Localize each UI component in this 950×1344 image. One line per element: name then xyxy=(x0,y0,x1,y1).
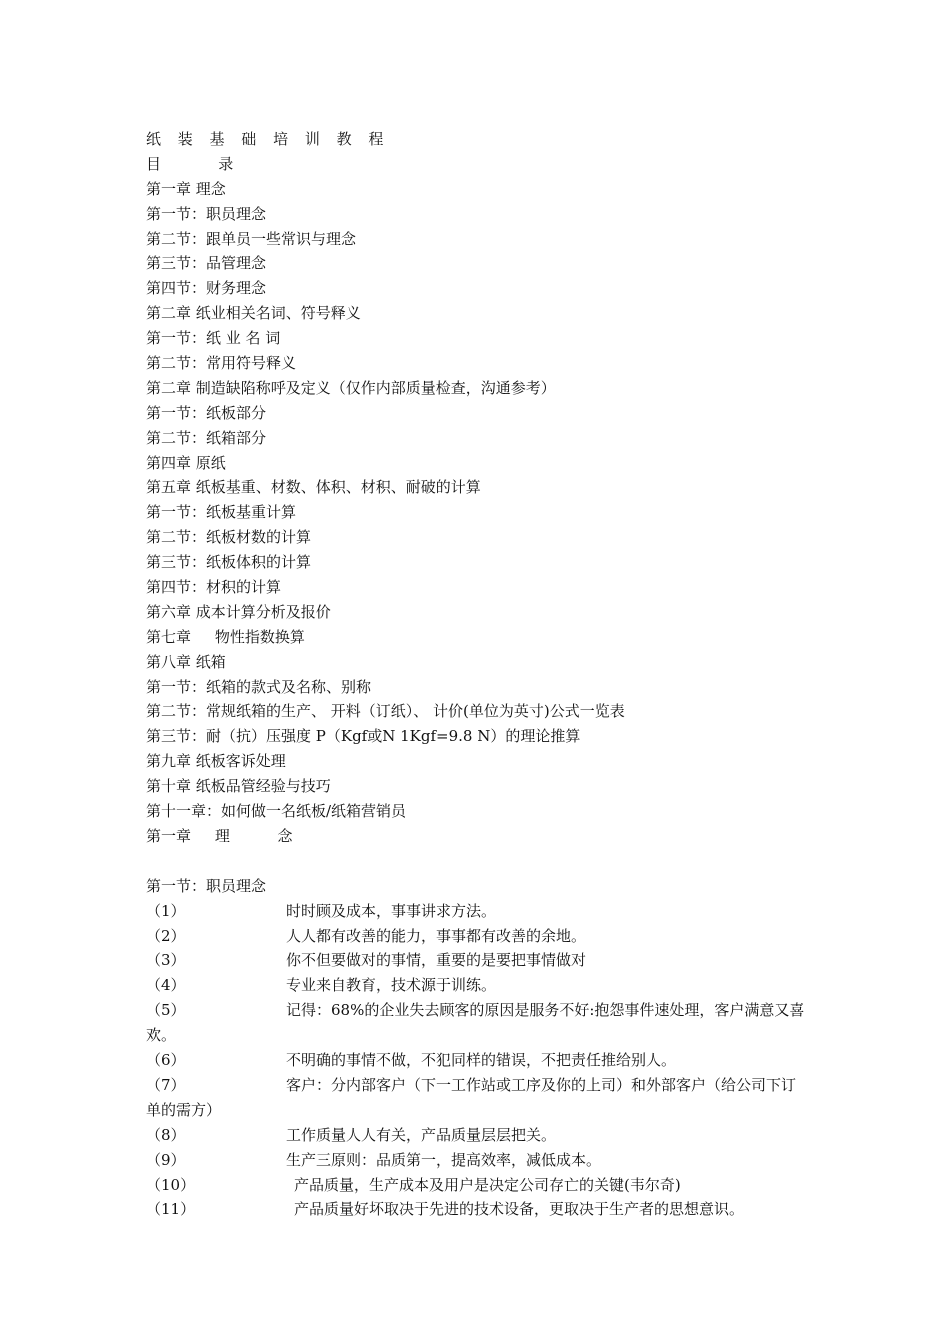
item-text: 你不但要做对的事情，重要的是要把事情做对 xyxy=(286,951,587,970)
list-item xyxy=(146,1073,810,1123)
list-item xyxy=(146,998,810,1048)
item-text: 专业来自教育，技术源于训练。 xyxy=(286,976,497,995)
document-page xyxy=(146,127,810,1222)
item-number: （7） xyxy=(146,1075,186,1094)
item-number: （6） xyxy=(146,1051,186,1070)
toc-entry: 第四节：财务理念 xyxy=(146,279,267,298)
toc-entry: 第八章 纸箱 xyxy=(146,652,226,671)
toc-entry: 第五章 纸板基重、材数、体积、材积、耐破的计算 xyxy=(146,478,481,497)
toc-entry: 第二节：纸板材数的计算 xyxy=(146,528,312,547)
toc-entry: 第一节：纸箱的款式及名称、别称 xyxy=(146,677,372,696)
item-text: 不明确的事情不做，不犯同样的错误，不把责任推给别人。 xyxy=(286,1051,677,1070)
toc-entry: 第四章 原纸 xyxy=(146,453,226,472)
toc-entry: 第三节：耐（抗）压强度 P（Kgf或N 1Kgf=9.8 N）的理论推算 xyxy=(146,727,581,746)
principles-list xyxy=(146,899,810,1223)
toc-entry: 第二章 纸业相关名词、符号释义 xyxy=(146,304,361,323)
item-number: （5） xyxy=(146,1001,186,1020)
toc-entry: 第七章 物性指数换算 xyxy=(146,627,305,646)
item-number: （1） xyxy=(146,901,186,920)
document-title: 纸 装 基 础 培 训 教 程 xyxy=(146,130,390,148)
section-heading: 第一节：职员理念 xyxy=(146,876,267,895)
toc-entry: 第一章 理念 xyxy=(146,179,226,198)
item-text: 生产三原则：品质第一，提高效率，减低成本。 xyxy=(286,1150,602,1169)
list-item xyxy=(146,948,810,973)
item-number: （3） xyxy=(146,951,186,970)
toc-entry: 第二节：纸箱部分 xyxy=(146,428,267,447)
item-text: 工作质量人人有关，产品质量层层把关。 xyxy=(286,1125,557,1144)
chapter-heading: 第一章 理 念 xyxy=(146,826,293,845)
toc-entry: 第三节：纸板体积的计算 xyxy=(146,553,312,572)
toc-entry: 第一节：职员理念 xyxy=(146,204,267,223)
item-number: （10） xyxy=(146,1175,196,1194)
item-number: （11） xyxy=(146,1200,196,1219)
toc-entry: 第一节：纸 业 名 词 xyxy=(146,329,281,348)
toc-entry: 第二节：跟单员一些常识与理念 xyxy=(146,229,357,248)
toc-entry: 第一节：纸板部分 xyxy=(146,403,267,422)
toc-entry: 第十章 纸板品管经验与技巧 xyxy=(146,777,331,796)
toc-entry: 第九章 纸板客诉处理 xyxy=(146,752,286,771)
toc-entry: 第三节：品管理念 xyxy=(146,254,267,273)
item-text: 人人都有改善的能力，事事都有改善的余地。 xyxy=(286,926,587,945)
item-number: （8） xyxy=(146,1125,186,1144)
list-item xyxy=(146,1197,810,1222)
list-item xyxy=(146,1173,810,1198)
item-text: 客户：分内部客户（下一工作站或工序及你的上司）和外部客户（给公司下订单的需方） xyxy=(146,1075,797,1119)
blank-line xyxy=(146,849,810,874)
item-number: （9） xyxy=(146,1150,186,1169)
list-item xyxy=(146,973,810,998)
toc-entry: 第一节：纸板基重计算 xyxy=(146,503,297,522)
item-text: 产品质量好坏取决于先进的技术设备，更取决于生产者的思想意识。 xyxy=(294,1200,745,1219)
toc-entry: 第十一章：如何做一名纸板/纸箱营销员 xyxy=(146,802,407,821)
item-text: 产品质量，生产成本及用户是决定公司存亡的关键(韦尔奇) xyxy=(294,1175,681,1194)
toc-entry: 第四节：材积的计算 xyxy=(146,578,282,597)
list-item xyxy=(146,899,810,924)
item-number: （4） xyxy=(146,976,186,995)
toc-entry: 第二节：常规纸箱的生产、 开料（订纸）、 计价(单位为英寸)公式一览表 xyxy=(146,702,625,721)
item-number: （2） xyxy=(146,926,186,945)
list-item xyxy=(146,1148,810,1173)
toc-entry: 第二节：常用符号释义 xyxy=(146,354,297,373)
toc-entry: 第六章 成本计算分析及报价 xyxy=(146,602,331,621)
toc-heading: 目 录 xyxy=(146,154,234,173)
table-of-contents xyxy=(146,177,810,824)
list-item xyxy=(146,1048,810,1073)
item-text: 记得：68%的企业失去顾客的原因是服务不好:抱怨事件速处理，客户满意又喜欢。 xyxy=(146,1001,805,1045)
list-item xyxy=(146,1123,810,1148)
item-text: 时时顾及成本，事事讲求方法。 xyxy=(286,901,497,920)
toc-entry: 第二章 制造缺陷称呼及定义（仅作内部质量检查，沟通参考） xyxy=(146,378,556,397)
list-item xyxy=(146,924,810,949)
